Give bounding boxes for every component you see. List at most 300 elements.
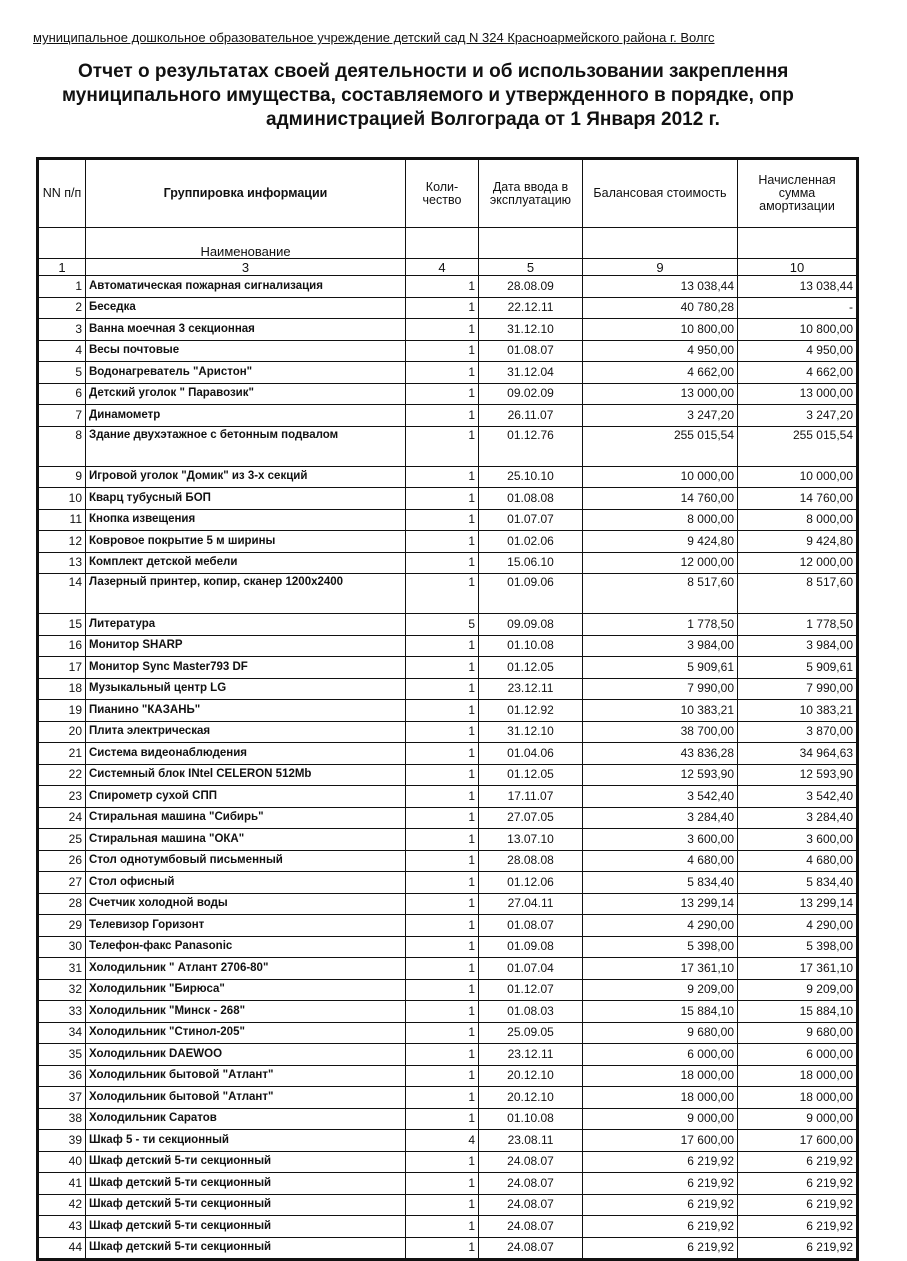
table-row — [38, 786, 858, 808]
row-quantity: 1 — [406, 958, 479, 980]
table-row — [38, 915, 858, 937]
row-balance: 3 284,40 — [583, 807, 738, 829]
row-name: Холодильник "Минск - 268" — [86, 1001, 406, 1023]
row-number: 15 — [38, 614, 86, 636]
row-amortization: 1 778,50 — [738, 614, 858, 636]
row-quantity: 1 — [406, 531, 479, 553]
row-quantity: 1 — [406, 764, 479, 786]
table-row — [38, 1173, 858, 1195]
row-amortization: 9 209,00 — [738, 979, 858, 1001]
row-balance: 8 000,00 — [583, 509, 738, 531]
row-quantity: 1 — [406, 979, 479, 1001]
row-name: Стол однотумбовый письменный — [86, 850, 406, 872]
row-balance: 3 542,40 — [583, 786, 738, 808]
title-line-1: Отчет о результатах своей деятельности и об использовании закреплення — [78, 61, 789, 82]
row-date: 01.04.06 — [479, 743, 583, 765]
row-number: 37 — [38, 1087, 86, 1109]
table-row — [38, 614, 858, 636]
row-balance: 43 836,28 — [583, 743, 738, 765]
row-date: 01.08.07 — [479, 915, 583, 937]
row-date: 22.12.11 — [479, 297, 583, 319]
row-quantity: 1 — [406, 807, 479, 829]
row-amortization: 5 834,40 — [738, 872, 858, 894]
empty-cell — [406, 228, 479, 259]
row-quantity: 1 — [406, 915, 479, 937]
row-date: 25.10.10 — [479, 466, 583, 488]
table-row — [38, 297, 858, 319]
row-quantity: 1 — [406, 786, 479, 808]
col-header-group: Группировка информации — [86, 159, 406, 228]
table-row — [38, 405, 858, 427]
row-balance: 9 680,00 — [583, 1022, 738, 1044]
table-row — [38, 426, 858, 466]
table-row — [38, 635, 858, 657]
header-row — [38, 159, 858, 228]
row-amortization: 13 038,44 — [738, 276, 858, 298]
row-name: Кнопка извещения — [86, 509, 406, 531]
table-row — [38, 1151, 858, 1173]
row-balance: 14 760,00 — [583, 488, 738, 510]
row-quantity: 1 — [406, 1194, 479, 1216]
row-date: 01.12.05 — [479, 764, 583, 786]
row-amortization: - — [738, 297, 858, 319]
row-number: 32 — [38, 979, 86, 1001]
property-table — [36, 157, 859, 1261]
row-name: Холодильник "Стинол-205" — [86, 1022, 406, 1044]
row-balance: 255 015,54 — [583, 426, 738, 466]
row-date: 20.12.10 — [479, 1087, 583, 1109]
table-row — [38, 552, 858, 574]
row-quantity: 1 — [406, 426, 479, 466]
row-quantity: 1 — [406, 466, 479, 488]
row-balance: 3 984,00 — [583, 635, 738, 657]
row-number: 28 — [38, 893, 86, 915]
row-amortization: 4 662,00 — [738, 362, 858, 384]
row-name: Система видеонаблюдения — [86, 743, 406, 765]
row-balance: 40 780,28 — [583, 297, 738, 319]
row-balance: 5 834,40 — [583, 872, 738, 894]
row-amortization: 13 000,00 — [738, 383, 858, 405]
row-quantity: 1 — [406, 1065, 479, 1087]
row-quantity: 1 — [406, 574, 479, 614]
row-number: 21 — [38, 743, 86, 765]
table-row — [38, 979, 858, 1001]
row-quantity: 1 — [406, 829, 479, 851]
row-quantity: 1 — [406, 872, 479, 894]
row-balance: 9 424,80 — [583, 531, 738, 553]
row-number: 8 — [38, 426, 86, 466]
row-name: Кварц тубусный БОП — [86, 488, 406, 510]
row-name: Автоматическая пожарная сигнализация — [86, 276, 406, 298]
row-date: 01.12.07 — [479, 979, 583, 1001]
row-name: Телевизор Горизонт — [86, 915, 406, 937]
row-number: 14 — [38, 574, 86, 614]
row-number: 20 — [38, 721, 86, 743]
row-balance: 6 000,00 — [583, 1044, 738, 1066]
row-number: 39 — [38, 1130, 86, 1152]
row-quantity: 1 — [406, 1108, 479, 1130]
row-quantity: 1 — [406, 488, 479, 510]
row-balance: 6 219,92 — [583, 1216, 738, 1238]
row-balance: 18 000,00 — [583, 1065, 738, 1087]
col-header-balance: Балансовая стоимость — [583, 159, 738, 228]
row-amortization: 6 219,92 — [738, 1216, 858, 1238]
row-date: 01.08.08 — [479, 488, 583, 510]
row-date: 24.08.07 — [479, 1237, 583, 1260]
row-quantity: 1 — [406, 1001, 479, 1023]
row-name: Игровой уголок "Домик" из 3-х секций — [86, 466, 406, 488]
row-amortization: 4 680,00 — [738, 850, 858, 872]
row-balance: 10 383,21 — [583, 700, 738, 722]
row-amortization: 9 000,00 — [738, 1108, 858, 1130]
row-amortization: 10 800,00 — [738, 319, 858, 341]
row-quantity: 1 — [406, 743, 479, 765]
row-balance: 13 299,14 — [583, 893, 738, 915]
row-amortization: 9 424,80 — [738, 531, 858, 553]
subheader-row — [38, 228, 858, 259]
row-name: Счетчик холодной воды — [86, 893, 406, 915]
row-quantity: 1 — [406, 893, 479, 915]
row-amortization: 14 760,00 — [738, 488, 858, 510]
row-number: 42 — [38, 1194, 86, 1216]
table-row — [38, 743, 858, 765]
col-header-nn: NN п/п — [38, 159, 86, 228]
row-balance: 6 219,92 — [583, 1173, 738, 1195]
row-number: 33 — [38, 1001, 86, 1023]
row-balance: 10 800,00 — [583, 319, 738, 341]
row-name: Пианино "КАЗАНЬ" — [86, 700, 406, 722]
row-amortization: 3 284,40 — [738, 807, 858, 829]
col-number: 3 — [86, 259, 406, 276]
row-balance: 9 000,00 — [583, 1108, 738, 1130]
row-number: 1 — [38, 276, 86, 298]
row-date: 01.12.76 — [479, 426, 583, 466]
row-name: Беседка — [86, 297, 406, 319]
col-number: 4 — [406, 259, 479, 276]
row-date: 01.09.08 — [479, 936, 583, 958]
row-date: 31.12.10 — [479, 721, 583, 743]
row-date: 23.12.11 — [479, 1044, 583, 1066]
row-name: Шкаф детский 5-ти секционный — [86, 1194, 406, 1216]
table-row — [38, 531, 858, 553]
table-row — [38, 764, 858, 786]
row-number: 9 — [38, 466, 86, 488]
row-number: 30 — [38, 936, 86, 958]
row-amortization: 17 361,10 — [738, 958, 858, 980]
table-row — [38, 488, 858, 510]
table-row — [38, 1108, 858, 1130]
row-date: 09.02.09 — [479, 383, 583, 405]
row-balance: 3 600,00 — [583, 829, 738, 851]
row-amortization: 7 990,00 — [738, 678, 858, 700]
row-date: 01.08.07 — [479, 340, 583, 362]
row-quantity: 1 — [406, 1044, 479, 1066]
row-number: 5 — [38, 362, 86, 384]
col-number: 5 — [479, 259, 583, 276]
table-row — [38, 872, 858, 894]
row-amortization: 3 870,00 — [738, 721, 858, 743]
row-name: Ванна моечная 3 секционная — [86, 319, 406, 341]
row-quantity: 1 — [406, 721, 479, 743]
row-amortization: 6 219,92 — [738, 1151, 858, 1173]
row-name: Телефон-факс Panasonic — [86, 936, 406, 958]
row-amortization: 6 219,92 — [738, 1173, 858, 1195]
row-balance: 1 778,50 — [583, 614, 738, 636]
row-date: 01.02.06 — [479, 531, 583, 553]
row-amortization: 3 600,00 — [738, 829, 858, 851]
row-number: 11 — [38, 509, 86, 531]
col-number: 9 — [583, 259, 738, 276]
row-amortization: 3 984,00 — [738, 635, 858, 657]
row-quantity: 1 — [406, 1237, 479, 1260]
row-balance: 13 000,00 — [583, 383, 738, 405]
row-name: Холодильник " Атлант 2706-80" — [86, 958, 406, 980]
row-amortization: 8 517,60 — [738, 574, 858, 614]
row-date: 01.07.07 — [479, 509, 583, 531]
table-row — [38, 1216, 858, 1238]
row-balance: 38 700,00 — [583, 721, 738, 743]
table-row — [38, 276, 858, 298]
row-number: 34 — [38, 1022, 86, 1044]
table-row — [38, 362, 858, 384]
row-amortization: 6 219,92 — [738, 1237, 858, 1260]
row-quantity: 1 — [406, 657, 479, 679]
row-amortization: 17 600,00 — [738, 1130, 858, 1152]
row-balance: 12 000,00 — [583, 552, 738, 574]
row-name: Холодильник DAEWOO — [86, 1044, 406, 1066]
row-amortization: 34 964,63 — [738, 743, 858, 765]
table-row — [38, 574, 858, 614]
table-row — [38, 657, 858, 679]
row-quantity: 1 — [406, 1173, 479, 1195]
table-row — [38, 958, 858, 980]
row-date: 24.08.07 — [479, 1216, 583, 1238]
row-amortization: 15 884,10 — [738, 1001, 858, 1023]
row-quantity: 1 — [406, 1216, 479, 1238]
row-balance: 3 247,20 — [583, 405, 738, 427]
table-row — [38, 829, 858, 851]
row-balance: 4 290,00 — [583, 915, 738, 937]
row-name: Шкаф детский 5-ти секционный — [86, 1216, 406, 1238]
empty-cell — [479, 228, 583, 259]
row-number: 2 — [38, 297, 86, 319]
row-number: 18 — [38, 678, 86, 700]
row-date: 01.07.04 — [479, 958, 583, 980]
row-quantity: 1 — [406, 405, 479, 427]
row-number: 6 — [38, 383, 86, 405]
row-date: 09.09.08 — [479, 614, 583, 636]
row-balance: 9 209,00 — [583, 979, 738, 1001]
row-amortization: 5 909,61 — [738, 657, 858, 679]
row-quantity: 1 — [406, 276, 479, 298]
row-date: 15.06.10 — [479, 552, 583, 574]
row-amortization: 6 000,00 — [738, 1044, 858, 1066]
table-row — [38, 936, 858, 958]
row-date: 25.09.05 — [479, 1022, 583, 1044]
row-date: 13.07.10 — [479, 829, 583, 851]
row-date: 24.08.07 — [479, 1151, 583, 1173]
row-date: 27.04.11 — [479, 893, 583, 915]
row-date: 23.08.11 — [479, 1130, 583, 1152]
row-quantity: 1 — [406, 383, 479, 405]
col-number: 10 — [738, 259, 858, 276]
row-quantity: 1 — [406, 1022, 479, 1044]
table-row — [38, 340, 858, 362]
row-name: Системный блок INtel CELERON 512Mb — [86, 764, 406, 786]
row-balance: 13 038,44 — [583, 276, 738, 298]
row-quantity: 1 — [406, 362, 479, 384]
row-name: Ковровое покрытие 5 м ширины — [86, 531, 406, 553]
row-number: 19 — [38, 700, 86, 722]
row-number: 3 — [38, 319, 86, 341]
row-name: Холодильник Саратов — [86, 1108, 406, 1130]
row-number: 36 — [38, 1065, 86, 1087]
row-name: Весы почтовые — [86, 340, 406, 362]
row-quantity: 1 — [406, 297, 479, 319]
row-name: Здание двухэтажное с бетонным подвалом — [86, 426, 406, 466]
row-amortization: 5 398,00 — [738, 936, 858, 958]
row-amortization: 3 247,20 — [738, 405, 858, 427]
row-number: 40 — [38, 1151, 86, 1173]
row-date: 20.12.10 — [479, 1065, 583, 1087]
row-number: 43 — [38, 1216, 86, 1238]
row-amortization: 12 593,90 — [738, 764, 858, 786]
row-number: 4 — [38, 340, 86, 362]
row-amortization: 6 219,92 — [738, 1194, 858, 1216]
table-row — [38, 466, 858, 488]
organization-name: муниципальное дошкольное образовательное учреждение детский сад N 324 Красноармейского района г. Волгс — [33, 30, 715, 45]
row-number: 27 — [38, 872, 86, 894]
row-balance: 6 219,92 — [583, 1151, 738, 1173]
row-number: 24 — [38, 807, 86, 829]
row-name: Музыкальный центр LG — [86, 678, 406, 700]
row-balance: 4 950,00 — [583, 340, 738, 362]
row-number: 17 — [38, 657, 86, 679]
row-amortization: 9 680,00 — [738, 1022, 858, 1044]
row-number: 25 — [38, 829, 86, 851]
table-row — [38, 509, 858, 531]
table-row — [38, 1194, 858, 1216]
row-amortization: 255 015,54 — [738, 426, 858, 466]
row-name: Холодильник бытовой "Атлант" — [86, 1065, 406, 1087]
title-line-2: муниципального имущества, составляемого и утвержденного в порядке, опр — [62, 85, 794, 106]
row-amortization: 4 950,00 — [738, 340, 858, 362]
row-name: Детский уголок " Паравозик" — [86, 383, 406, 405]
row-quantity: 4 — [406, 1130, 479, 1152]
row-quantity: 1 — [406, 340, 479, 362]
row-name: Монитор Sync Master793 DF — [86, 657, 406, 679]
table-row — [38, 700, 858, 722]
row-name: Спирометр сухой СПП — [86, 786, 406, 808]
row-date: 01.12.05 — [479, 657, 583, 679]
table-row — [38, 893, 858, 915]
row-number: 23 — [38, 786, 86, 808]
empty-cell — [583, 228, 738, 259]
row-number: 38 — [38, 1108, 86, 1130]
row-quantity: 1 — [406, 319, 479, 341]
empty-cell — [38, 228, 86, 259]
row-balance: 12 593,90 — [583, 764, 738, 786]
row-quantity: 1 — [406, 552, 479, 574]
row-date: 17.11.07 — [479, 786, 583, 808]
row-date: 23.12.11 — [479, 678, 583, 700]
table-row — [38, 1065, 858, 1087]
row-number: 29 — [38, 915, 86, 937]
row-amortization: 13 299,14 — [738, 893, 858, 915]
col-number: 1 — [38, 259, 86, 276]
title-line-3: администрацией Волгограда от 1 Января 2012 г. — [266, 109, 720, 130]
row-balance: 4 680,00 — [583, 850, 738, 872]
row-number: 22 — [38, 764, 86, 786]
row-name: Холодильник "Бирюса" — [86, 979, 406, 1001]
row-name: Водонагреватель "Аристон" — [86, 362, 406, 384]
col-header-amort: Начисленная сумма амортизации — [738, 159, 858, 228]
row-number: 31 — [38, 958, 86, 980]
row-number: 7 — [38, 405, 86, 427]
row-date: 24.08.07 — [479, 1173, 583, 1195]
row-name: Стол офисный — [86, 872, 406, 894]
row-quantity: 1 — [406, 1151, 479, 1173]
row-balance: 4 662,00 — [583, 362, 738, 384]
row-balance: 5 909,61 — [583, 657, 738, 679]
row-quantity: 1 — [406, 700, 479, 722]
row-balance: 6 219,92 — [583, 1237, 738, 1260]
row-name: Шкаф детский 5-ти секционный — [86, 1237, 406, 1260]
row-name: Шкаф детский 5-ти секционный — [86, 1173, 406, 1195]
row-number: 26 — [38, 850, 86, 872]
row-date: 28.08.09 — [479, 276, 583, 298]
table-row — [38, 1044, 858, 1066]
row-number: 35 — [38, 1044, 86, 1066]
row-balance: 15 884,10 — [583, 1001, 738, 1023]
row-name: Плита электрическая — [86, 721, 406, 743]
table-row — [38, 1237, 858, 1260]
row-amortization: 8 000,00 — [738, 509, 858, 531]
column-number-row — [38, 259, 858, 276]
table-row — [38, 721, 858, 743]
row-balance: 8 517,60 — [583, 574, 738, 614]
row-name: Шкаф 5 - ти секционный — [86, 1130, 406, 1152]
row-quantity: 1 — [406, 509, 479, 531]
row-date: 01.09.06 — [479, 574, 583, 614]
table-row — [38, 807, 858, 829]
row-quantity: 1 — [406, 1087, 479, 1109]
row-name: Холодильник бытовой "Атлант" — [86, 1087, 406, 1109]
row-number: 13 — [38, 552, 86, 574]
row-number: 16 — [38, 635, 86, 657]
row-quantity: 1 — [406, 635, 479, 657]
empty-cell — [738, 228, 858, 259]
table-row — [38, 1130, 858, 1152]
row-date: 01.08.03 — [479, 1001, 583, 1023]
row-number: 44 — [38, 1237, 86, 1260]
table-row — [38, 1022, 858, 1044]
report-title — [0, 60, 907, 132]
row-name: Стиральная машина "Сибирь" — [86, 807, 406, 829]
row-amortization: 18 000,00 — [738, 1087, 858, 1109]
col-subheader-name: Наименование — [86, 228, 406, 259]
row-date: 01.12.92 — [479, 700, 583, 722]
row-name: Комплект детской мебели — [86, 552, 406, 574]
row-balance: 5 398,00 — [583, 936, 738, 958]
row-date: 01.10.08 — [479, 1108, 583, 1130]
table-row — [38, 319, 858, 341]
row-balance: 17 600,00 — [583, 1130, 738, 1152]
row-name: Динамометр — [86, 405, 406, 427]
row-amortization: 10 383,21 — [738, 700, 858, 722]
row-date: 31.12.10 — [479, 319, 583, 341]
row-name: Стиральная машина "ОКА" — [86, 829, 406, 851]
